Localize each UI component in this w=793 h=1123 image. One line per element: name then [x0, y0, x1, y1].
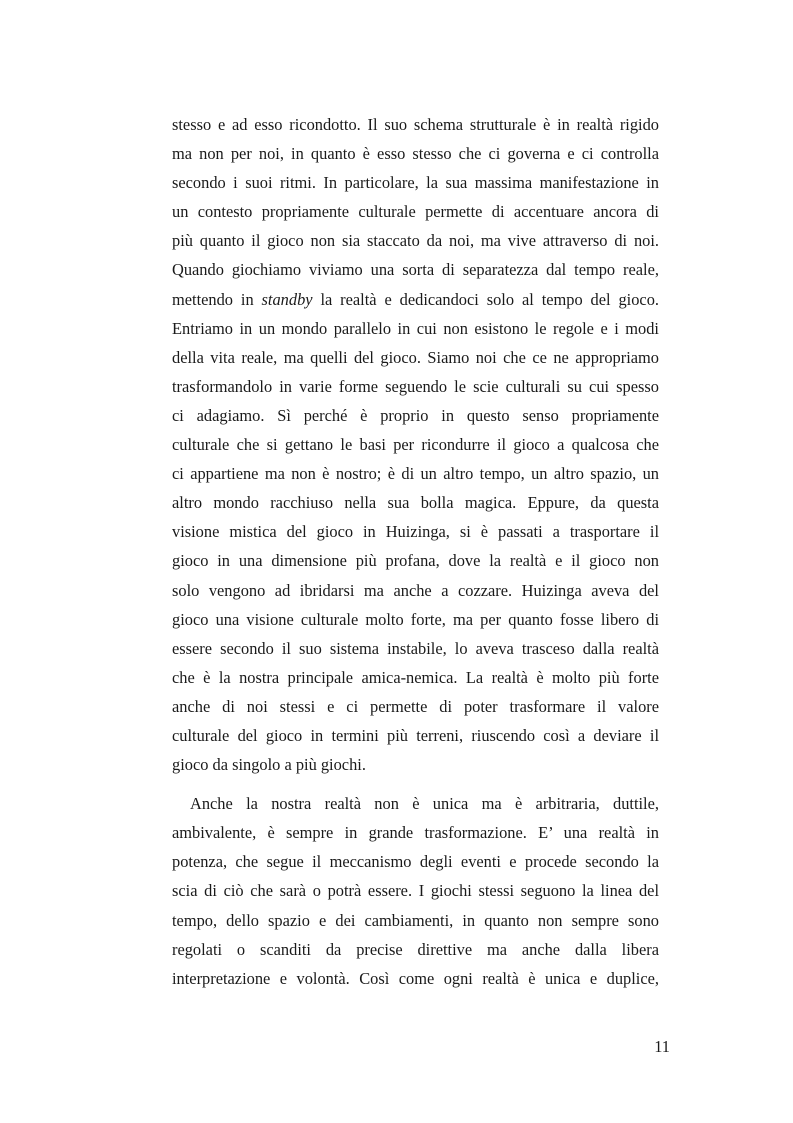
- text-line: della vita reale, ma quelli del gioco. Siamo noi che ce ne appropriamo: [172, 347, 659, 367]
- text-line: scia di ciò che sarà o potrà essere. I giochi stessi seguono la linea del: [172, 881, 659, 901]
- text-line: culturale del gioco in termini più terreni, riuscendo così a deviare il: [172, 725, 659, 745]
- text-line: solo vengono ad ibridarsi ma anche a cozzare. Huizinga aveva del: [172, 580, 659, 600]
- text-line: trasformandolo in varie forme seguendo le scie culturali su cui spesso: [172, 376, 659, 396]
- text-line: altro mondo racchiuso nella sua bolla magica. Eppure, da questa: [172, 493, 659, 513]
- italic-term: standby: [261, 289, 313, 309]
- text-line: ci adagiamo. Sì perché è proprio in questo senso propriamente: [172, 405, 659, 425]
- page-number: 11: [654, 1037, 670, 1056]
- text-line: interpretazione e volontà. Così come ogni realtà è unica e duplice,: [172, 968, 659, 988]
- text-line: un contesto propriamente culturale permette di accentuare ancora di: [172, 202, 659, 222]
- text-line: culturale che si gettano le basi per ricondurre il gioco a qualcosa che: [172, 435, 659, 455]
- body-text: [172, 110, 659, 993]
- text-line: [172, 285, 659, 314]
- text-line: visione mistica del gioco in Huizinga, si è passati a trasportare il: [172, 522, 659, 542]
- text-line: secondo i suoi ritmi. In particolare, la sua massima manifestazione in: [172, 173, 659, 193]
- text-line: gioco da singolo a più giochi.: [172, 755, 366, 775]
- text-line: Entriamo in un mondo parallelo in cui non esistono le regole e i modi: [172, 318, 659, 338]
- text-line: gioco una visione culturale molto forte, ma per quanto fosse libero di: [172, 609, 659, 629]
- paragraph-1: [172, 110, 659, 779]
- text-line: ma non per noi, in quanto è esso stesso che ci governa e ci controlla: [172, 144, 659, 164]
- text-fragment: mettendo in: [172, 289, 262, 309]
- paragraph-2: [172, 789, 659, 993]
- text-line: che è la nostra principale amica-nemica. La realtà è molto più forte: [172, 667, 659, 687]
- text-line: potenza, che segue il meccanismo degli eventi e procede secondo la: [172, 852, 659, 872]
- text-line: ci appartiene ma non è nostro; è di un altro tempo, un altro spazio, un: [172, 464, 659, 484]
- text-line: gioco in una dimensione più profana, dove la realtà e il gioco non: [172, 551, 659, 571]
- text-line: Anche la nostra realtà non è unica ma è arbitraria, duttile,: [190, 794, 659, 814]
- text-line: ambivalente, è sempre in grande trasformazione. E’ una realtà in: [172, 823, 659, 843]
- text-line: Quando giochiamo viviamo una sorta di separatezza dal tempo reale,: [172, 260, 659, 280]
- text-line: anche di noi stessi e ci permette di poter trasformare il valore: [172, 696, 659, 716]
- text-line: regolati o scanditi da precise direttive ma anche dalla libera: [172, 939, 659, 959]
- text-line: più quanto il gioco non sia staccato da noi, ma vive attraverso di noi.: [172, 231, 659, 251]
- text-fragment: la realtà e dedicandoci solo al tempo del gioco.: [312, 289, 659, 309]
- text-line: stesso e ad esso ricondotto. Il suo schema strutturale è in realtà rigido: [172, 115, 659, 134]
- text-line: essere secondo il suo sistema instabile, lo aveva trasceso dalla realtà: [172, 638, 659, 658]
- text-line: tempo, dello spazio e dei cambiamenti, in quanto non sempre sono: [172, 910, 659, 930]
